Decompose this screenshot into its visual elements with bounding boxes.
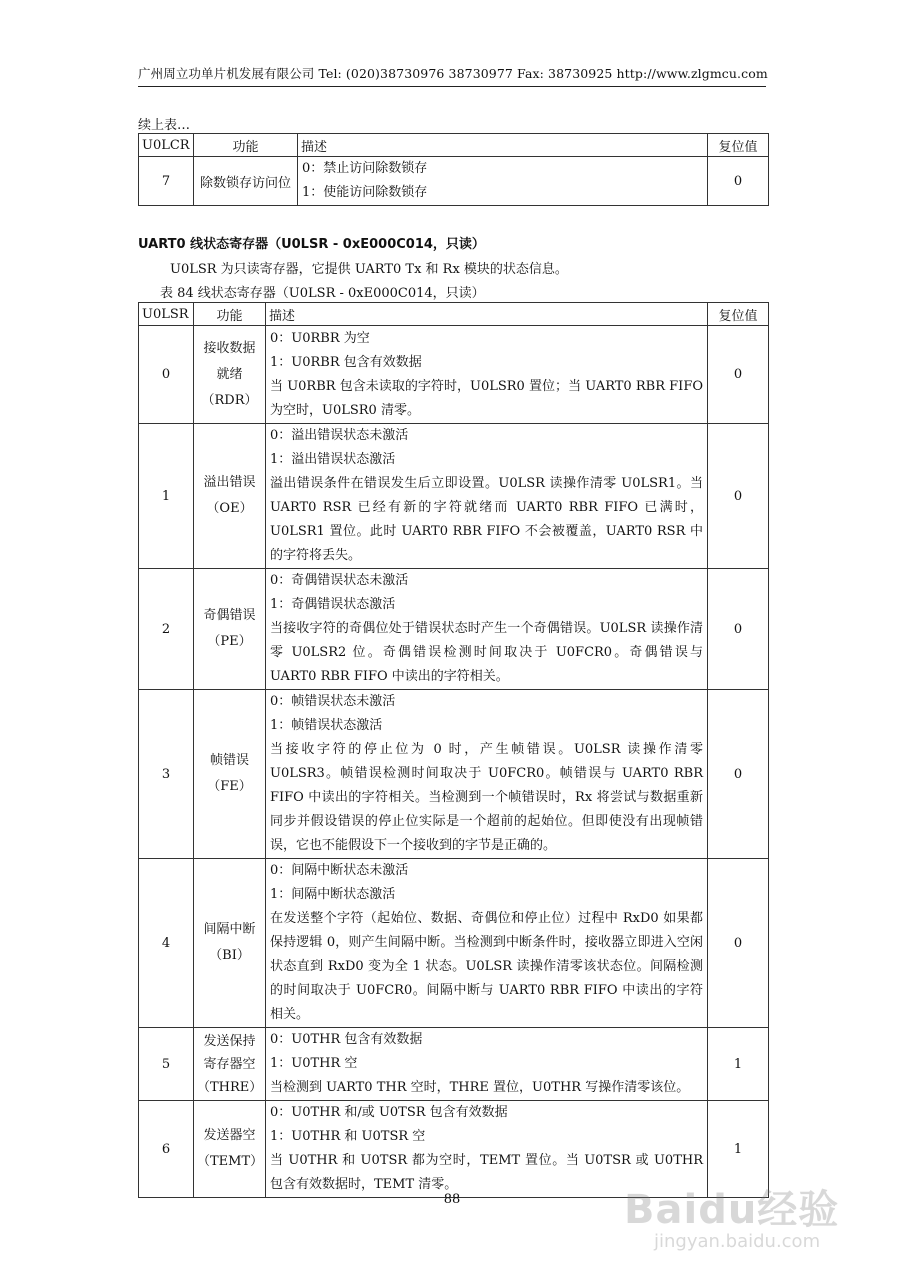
description-cell xyxy=(298,157,708,206)
desc-line: 当接收字符的停止位为 0 时，产生帧错误。U0LSR 读操作清零 U0LSR3。帧错误检测时间取决于 U0FCR0。帧错误与 UART0 RBR FIFO 中读出的字符相关。当检测到一个帧错误时，Rx 将尝试与数据重新同步并假设错误的停止位实际是一个超前的起始位。但即使没有出现帧错误，它也不能假设下一个接收到的字节是正确的。 xyxy=(270,742,703,853)
bit-cell: 2 xyxy=(139,569,194,690)
bit-cell: 6 xyxy=(139,1101,194,1198)
description-cell xyxy=(266,326,708,424)
desc-line: 0：帧错误状态未激活 xyxy=(270,694,396,709)
col-header-description: 描述 xyxy=(298,134,708,157)
desc-line: 1：U0THR 空 xyxy=(270,1056,358,1071)
func-line: 接收数据 xyxy=(203,340,256,356)
function-cell xyxy=(194,569,266,690)
desc-line: 1：间隔中断状态激活 xyxy=(270,887,396,902)
reset-cell: 0 xyxy=(708,157,769,206)
col-header-register: U0LCR xyxy=(139,134,194,157)
desc-line: 在发送整个字符（起始位、数据、奇偶位和停止位）过程中 RxD0 如果都保持逻辑 0，则产生间隔中断。当检测到中断条件时，接收器立即进入空闲状态直到 RxD0 变为全 1 状态。U0LSR 读操作清零该状态位。间隔检测的时间取决于 U0FCR0。间隔中断与 UART0 RBR FIFO 中读出的字符相关。 xyxy=(270,911,703,1022)
table-row xyxy=(139,1028,769,1101)
description-cell xyxy=(266,424,708,569)
watermark-url: jingyan.baidu.com xyxy=(654,1231,821,1252)
section-intro: U0LSR 为只读寄存器，它提供 UART0 Tx 和 Rx 模块的状态信息。 xyxy=(170,262,568,277)
table-row xyxy=(139,157,769,206)
desc-line: 1：帧错误状态激活 xyxy=(270,718,383,733)
u0lcr-table xyxy=(138,133,769,206)
page-number: 88 xyxy=(443,1192,461,1207)
reset-cell: 0 xyxy=(708,859,769,1028)
desc-line: 0：奇偶错误状态未激活 xyxy=(270,573,409,588)
desc-line: 1：溢出错误状态激活 xyxy=(270,452,396,467)
bit-cell: 3 xyxy=(139,690,194,859)
description-cell xyxy=(266,859,708,1028)
bit-cell: 0 xyxy=(139,326,194,424)
func-line: 就绪 xyxy=(216,366,243,382)
description-cell xyxy=(266,690,708,859)
func-line: 寄存器空 xyxy=(203,1056,256,1072)
watermark-logo: Baidu经验 xyxy=(624,1187,840,1233)
function-cell xyxy=(194,1028,266,1101)
table-row xyxy=(139,859,769,1028)
col-header-function: 功能 xyxy=(194,134,298,157)
desc-line: 当 U0RBR 包含未读取的字符时，U0LSR0 置位；当 UART0 RBR FIFO 为空时，U0LSR0 清零。 xyxy=(270,378,703,418)
reset-cell: 1 xyxy=(708,1028,769,1101)
function-cell xyxy=(194,1101,266,1198)
table-row xyxy=(139,326,769,424)
reset-cell: 0 xyxy=(708,690,769,859)
reset-cell: 1 xyxy=(708,1101,769,1198)
page-header: 广州周立功单片机发展有限公司 Tel: (020)38730976 38730977 Fax: 38730925 http://www.zlgmcu.com xyxy=(138,64,766,87)
bit-cell: 1 xyxy=(139,424,194,569)
function-cell xyxy=(194,859,266,1028)
table-header-row xyxy=(139,134,769,157)
desc-line: 0：U0RBR 为空 xyxy=(270,330,370,346)
func-line: 奇偶错误 xyxy=(203,608,256,623)
function-cell xyxy=(194,690,266,859)
bit-cell: 5 xyxy=(139,1028,194,1101)
bit-cell: 4 xyxy=(139,859,194,1028)
col-header-function: 功能 xyxy=(194,303,266,326)
reset-cell: 0 xyxy=(708,424,769,569)
func-line: 发送器空 xyxy=(203,1128,256,1143)
desc-line: 当接收字符的奇偶位处于错误状态时产生一个奇偶错误。U0LSR 读操作清零 U0LSR2 位。奇偶错误检测时间取决于 U0FCR0。奇偶错误与 UART0 RBR FIFO 中读出的字符相关。 xyxy=(270,621,703,684)
reset-cell: 0 xyxy=(708,326,769,424)
func-line: （RDR） xyxy=(201,392,258,408)
function-cell xyxy=(194,326,266,424)
u0lsr-table xyxy=(138,302,769,1198)
desc-line: 1：使能访问除数锁存 xyxy=(302,185,428,200)
func-line: （BI） xyxy=(209,948,250,963)
desc-line: 1：奇偶错误状态激活 xyxy=(270,597,396,612)
desc-line: 0：U0THR 包含有效数据 xyxy=(270,1032,423,1047)
func-line: （PE） xyxy=(207,634,252,649)
desc-line: 溢出错误条件在错误发生后立即设置。U0LSR 读操作清零 U0LSR1。当 UART0 RSR 已经有新的字符就绪而 UART0 RBR FIFO 已满时，U0LSR1 置位。此时 UART0 RBR FIFO 不会被覆盖，UART0 RSR 中的字符将丢失。 xyxy=(270,476,703,563)
func-line: （THRE） xyxy=(197,1079,263,1095)
description-cell xyxy=(266,1028,708,1101)
desc-line: 1：U0THR 和 U0TSR 空 xyxy=(270,1129,426,1144)
reset-cell: 0 xyxy=(708,569,769,690)
function-cell xyxy=(194,424,266,569)
desc-line: 0：禁止访问除数锁存 xyxy=(302,161,428,176)
col-header-reset: 复位值 xyxy=(708,303,769,326)
table-row xyxy=(139,690,769,859)
description-cell xyxy=(266,569,708,690)
func-line: 间隔中断 xyxy=(203,922,256,937)
bit-cell: 7 xyxy=(139,157,194,206)
func-line: 帧错误 xyxy=(209,753,249,768)
desc-line: 当检测到 UART0 THR 空时，THRE 置位，U0THR 写操作清零该位。 xyxy=(270,1080,690,1095)
table-row xyxy=(139,569,769,690)
desc-line: 0：间隔中断状态未激活 xyxy=(270,863,409,878)
baidu-watermark xyxy=(624,1178,844,1260)
col-header-description: 描述 xyxy=(266,303,708,326)
desc-line: 0：溢出错误状态未激活 xyxy=(270,428,409,443)
func-line: （TEMT） xyxy=(197,1154,264,1169)
col-header-register: U0LSR xyxy=(139,303,194,326)
desc-line: 当 U0THR 和 U0TSR 都为空时，TEMT 置位。当 U0TSR 或 U0THR 包含有效数据时，TEMT 清零。 xyxy=(270,1153,703,1192)
func-line: （OE） xyxy=(206,501,253,516)
func-line: 溢出错误 xyxy=(203,475,256,490)
func-line: 发送保持 xyxy=(203,1033,256,1049)
func-line: （FE） xyxy=(207,779,252,794)
desc-line: 1：U0RBR 包含有效数据 xyxy=(270,354,422,370)
col-header-reset: 复位值 xyxy=(708,134,769,157)
section-title: UART0 线状态寄存器（U0LSR - 0xE000C014，只读） xyxy=(138,237,485,252)
table-row xyxy=(139,424,769,569)
desc-line: 0：U0THR 和/或 U0TSR 包含有效数据 xyxy=(270,1105,508,1120)
function-cell: 除数锁存访问位 xyxy=(194,157,298,206)
table-header-row xyxy=(139,303,769,326)
table-caption: 表 84 线状态寄存器（U0LSR - 0xE000C014，只读） xyxy=(160,286,485,301)
continued-label: 续上表… xyxy=(138,118,191,133)
